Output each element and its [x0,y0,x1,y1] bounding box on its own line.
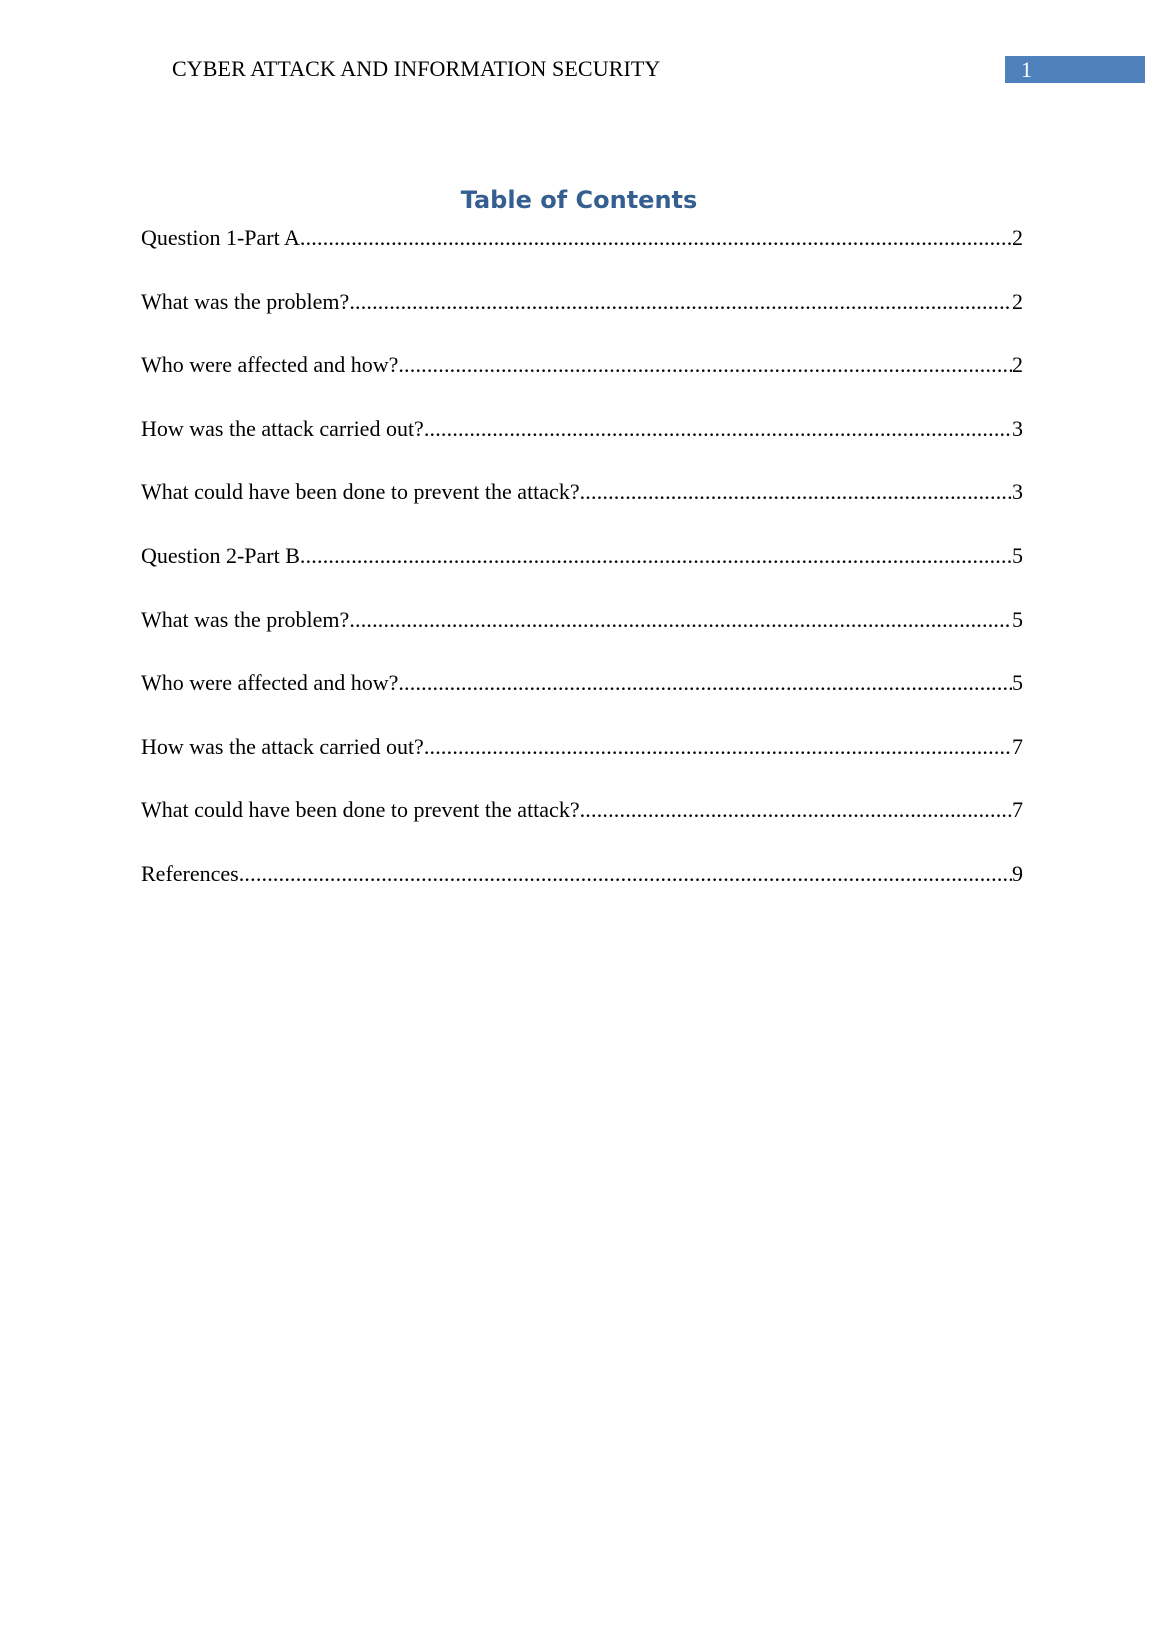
toc-entry-label: How was the attack carried out? [141,733,424,759]
toc-entry[interactable] [141,413,1023,477]
toc-entry-label: Question 2-Part B [141,542,300,568]
toc-entry-page: 5 [1012,670,1023,696]
toc-entry-page: 7 [1012,733,1023,759]
toc-entry-page: 9 [1012,860,1023,886]
toc-entry[interactable] [141,540,1023,604]
running-head: CYBER ATTACK AND INFORMATION SECURITY [172,56,661,81]
toc-entry-page: 2 [1012,288,1023,314]
toc-entry-page: 3 [1012,415,1023,441]
toc-entry-label: What could have been done to prevent the attack? [141,797,580,823]
toc-entry[interactable] [141,349,1023,413]
table-of-contents [141,222,1023,922]
toc-entry-label: Question 1-Part A [141,225,300,250]
toc-entry-page: 5 [1012,542,1023,568]
dot-leader [300,540,1012,572]
toc-entry-label: What was the problem? [141,288,350,314]
dot-leader [398,667,1012,699]
toc-entry-label: What could have been done to prevent the attack? [141,479,580,505]
dot-leader [349,286,1012,318]
toc-entry[interactable] [141,604,1023,668]
dot-leader [349,604,1012,636]
toc-entry-label: References [141,860,239,886]
toc-entry-label: Who were affected and how? [141,352,399,378]
toc-entry[interactable] [141,794,1023,858]
toc-entry[interactable] [141,858,1023,922]
dot-leader [300,222,1012,254]
dot-leader [580,794,1012,826]
toc-entry-page: 2 [1012,352,1023,378]
toc-entry-page: 7 [1012,797,1023,823]
toc-entry[interactable] [141,286,1023,350]
toc-entry-label: What was the problem? [141,606,350,632]
dot-leader [398,349,1012,381]
toc-entry[interactable] [141,667,1023,731]
page-number: 1 [1021,57,1032,82]
dot-leader [424,731,1012,763]
toc-entry-label: Who were affected and how? [141,670,399,696]
toc-entry-page: 5 [1012,606,1023,632]
toc-entry[interactable] [141,222,1023,286]
toc-entry[interactable] [141,731,1023,795]
dot-leader [580,476,1012,508]
toc-entry-page: 2 [1012,225,1023,250]
toc-entry-page: 3 [1012,479,1023,505]
page-number-badge [1005,56,1145,83]
dot-leader [424,413,1012,445]
toc-entry[interactable] [141,476,1023,540]
dot-leader [239,858,1012,890]
toc-title: Table of Contents [460,186,698,214]
toc-entry-label: How was the attack carried out? [141,415,424,441]
